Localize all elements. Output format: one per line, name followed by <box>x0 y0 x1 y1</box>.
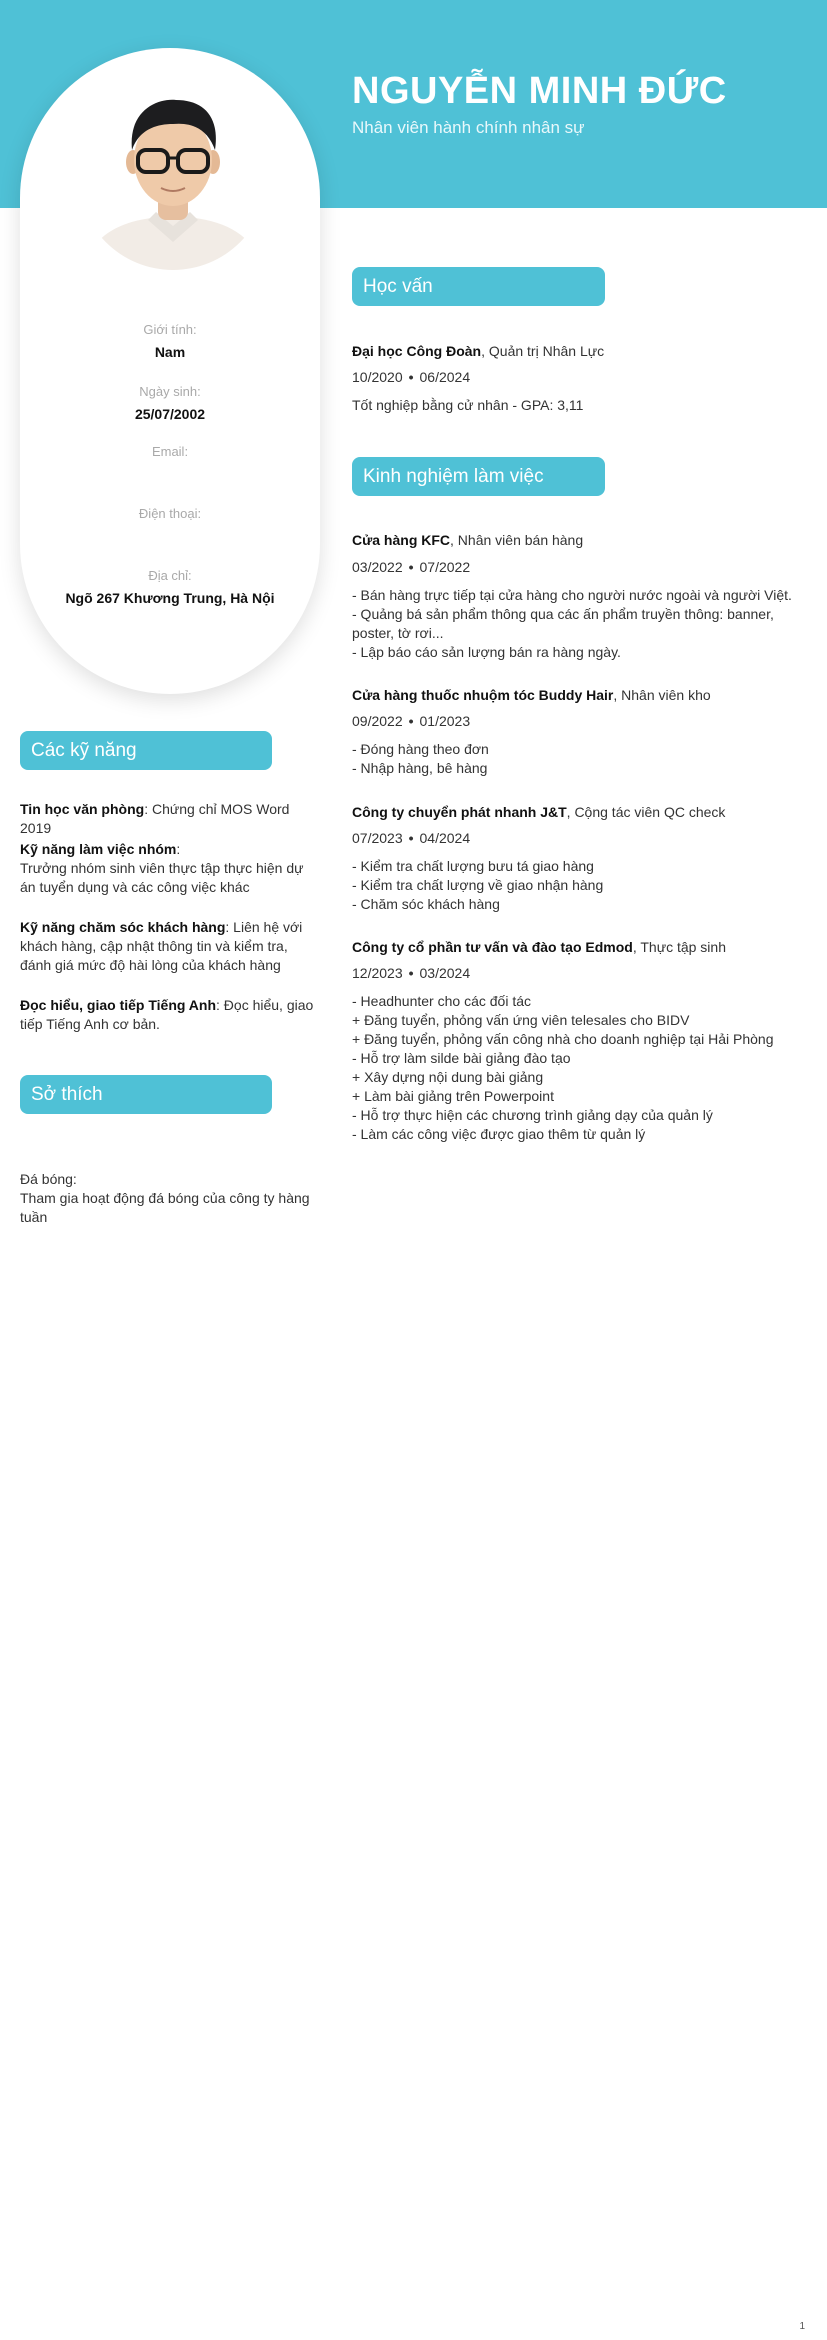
gender-label: Giới tính: <box>143 322 197 337</box>
address-value: Ngõ 267 Khương Trung, Hà Nội <box>65 590 275 606</box>
profile-card <box>20 48 320 694</box>
hobbies-heading: Sở thích <box>20 1075 272 1114</box>
job-dates: 03/2022 • 07/2022 <box>352 559 471 575</box>
job-dates: 09/2022 • 01/2023 <box>352 713 471 729</box>
job-header: Công ty chuyển phát nhanh J&T, Cộng tác viên QC check <box>352 804 726 820</box>
skill-item: Đọc hiểu, giao tiếp Tiếng Anh: Đọc hiểu, giao tiếp Tiếng Anh cơ bản. <box>20 997 314 1032</box>
education-dates: 10/2020 • 06/2024 <box>352 369 471 385</box>
dob-value: 25/07/2002 <box>134 406 206 422</box>
job-details: - Bán hàng trực tiếp tại cửa hàng cho người nước ngoài và người Việt. - Quảng bá sản phẩm thông qua các ấn phẩm truyền thông: banner, poster, tờ rơi... - Lập báo cáo sản lượng bán ra hàng ngày. <box>352 587 792 660</box>
experience-heading: Kinh nghiệm làm việc <box>352 457 605 496</box>
skills-heading: Các kỹ năng <box>20 731 272 770</box>
job-details: - Kiểm tra chất lượng bưu tá giao hàng - Kiểm tra chất lượng về giao nhận hàng - Chăm sóc khách hàng <box>352 858 604 912</box>
education-note: Tốt nghiệp bằng cử nhân - GPA: 3,11 <box>352 397 584 413</box>
dob-label: Ngày sinh: <box>139 384 201 399</box>
education-heading: Học vấn <box>352 267 605 306</box>
job-details: - Headhunter cho các đối tác + Đăng tuyển, phỏng vấn ứng viên telesales cho BIDV + Đăng tuyển, phỏng vấn công nhà cho doanh nghiệp tại Hải Phòng - Hỗ trợ làm silde bài giảng đào tạo + Xây dựng nội dung bài giảng + Làm bài giảng trên Powerpoint - Hỗ trợ thực hiện các chương trình giảng dạy của quản lý - Làm các công việc được giao thêm từ quản lý <box>352 993 774 1142</box>
skill-item: Kỹ năng chăm sóc khách hàng: Liên hệ với khách hàng, cập nhật thông tin và kiểm tra, đánh giá mức độ hài lòng của khách hàng <box>20 919 303 973</box>
education-school: Đại học Công Đoàn, Quản trị Nhân Lực <box>352 343 605 359</box>
address-label: Địa chỉ: <box>148 568 192 583</box>
job-dates: 07/2023 • 04/2024 <box>352 830 471 846</box>
phone-label: Điện thoại: <box>138 506 202 521</box>
skill-item: Tin học văn phòng: Chứng chỉ MOS Word 2019 <box>20 801 290 836</box>
skill-item: Kỹ năng làm việc nhóm: Trưởng nhóm sinh viên thực tập thực hiện dự án tuyển dụng và các công việc khác <box>20 841 304 895</box>
email-label: Email: <box>151 444 189 459</box>
job-header: Cửa hàng thuốc nhuộm tóc Buddy Hair, Nhân viên kho <box>352 687 711 703</box>
page-number: 1 <box>799 2321 805 2332</box>
job-header: Cửa hàng KFC, Nhân viên bán hàng <box>352 532 584 548</box>
profile-photo <box>78 80 268 270</box>
job-title: Nhân viên hành chính nhân sự <box>352 118 585 137</box>
job-dates: 12/2023 • 03/2024 <box>352 965 471 981</box>
job-header: Công ty cổ phần tư vấn và đào tạo Edmod, Thực tập sinh <box>352 939 726 955</box>
gender-value: Nam <box>154 344 186 360</box>
candidate-name: NGUYỄN MINH ĐỨC <box>352 70 727 112</box>
hobby-text: Đá bóng: Tham gia hoạt động đá bóng của công ty hàng tuần <box>20 1171 310 1225</box>
job-details: - Đóng hàng theo đơn - Nhập hàng, bê hàng <box>352 741 489 776</box>
